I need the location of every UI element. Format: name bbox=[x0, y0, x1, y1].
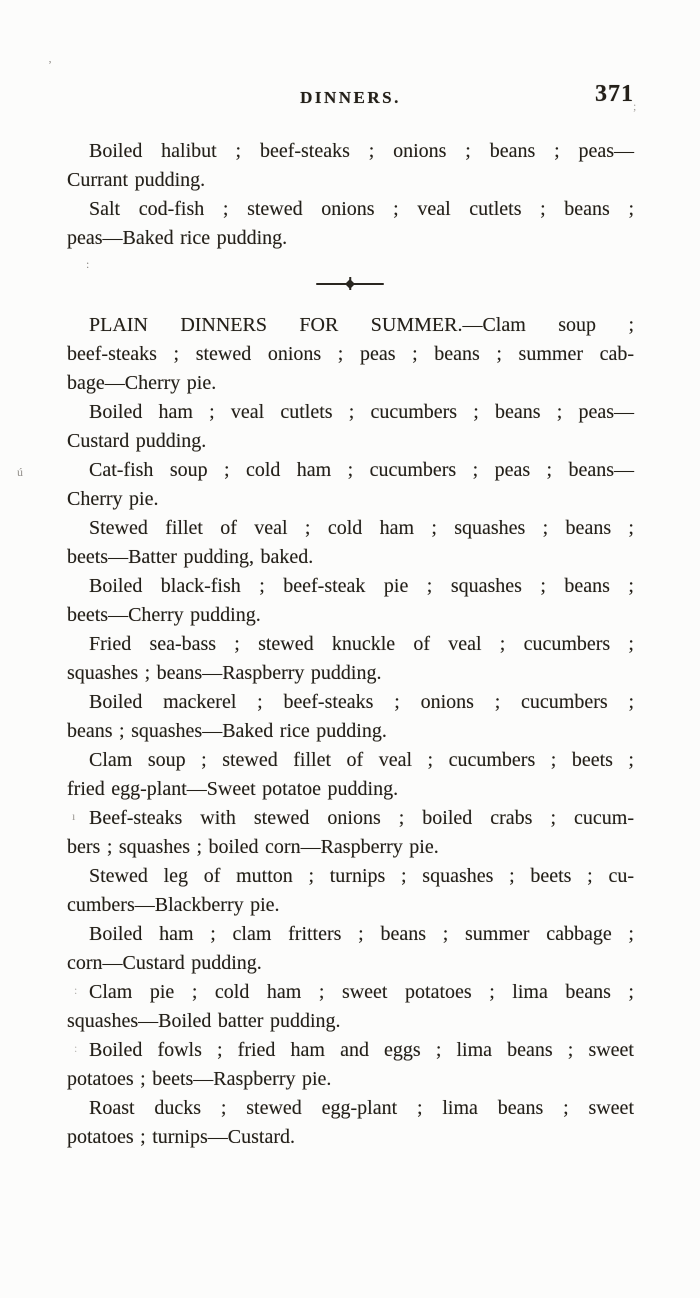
text-line: beets—Cherry pudding. bbox=[67, 604, 261, 626]
paragraph bbox=[67, 630, 634, 688]
paragraph bbox=[67, 195, 634, 253]
scan-artifact: ú bbox=[17, 465, 23, 479]
paragraph bbox=[67, 688, 634, 746]
text-line: Fried sea-bass ; stewed knuckle of veal ; cucumbers ; bbox=[89, 633, 634, 655]
intro-paragraphs bbox=[67, 137, 634, 253]
text-line: fried egg-plant—Sweet potatoe pudding. bbox=[67, 778, 399, 800]
scan-artifact: : bbox=[74, 1041, 78, 1055]
text-line: squashes ; beans—Raspberry pudding. bbox=[67, 662, 382, 684]
text-line: Boiled ham ; clam fritters ; beans ; summer cabbage ; bbox=[89, 923, 634, 945]
paragraph bbox=[67, 137, 634, 195]
text-line: Roast ducks ; stewed egg-plant ; lima beans ; sweet bbox=[89, 1097, 634, 1119]
text-line: beets—Batter pudding, baked. bbox=[67, 546, 314, 568]
section-divider bbox=[0, 277, 700, 290]
paragraph bbox=[67, 514, 634, 572]
text-line: beef-steaks ; stewed onions ; peas ; beans ; summer cab- bbox=[67, 343, 634, 365]
text-line: Stewed leg of mutton ; turnips ; squashes ; beets ; cu- bbox=[89, 865, 634, 887]
paragraph bbox=[67, 572, 634, 630]
scan-artifact: ı bbox=[72, 809, 76, 823]
scan-artifact: : bbox=[74, 983, 78, 997]
text-line: cumbers—Blackberry pie. bbox=[67, 894, 280, 916]
paragraph bbox=[67, 978, 634, 1036]
paragraph bbox=[67, 920, 634, 978]
text-line: Cat-fish soup ; cold ham ; cucumbers ; peas ; beans— bbox=[89, 459, 634, 481]
text-line: Boiled fowls ; fried ham and eggs ; lima beans ; sweet bbox=[89, 1039, 634, 1061]
paragraph bbox=[67, 804, 634, 862]
text-line: PLAIN DINNERS FOR SUMMER.—Clam soup ; bbox=[89, 314, 634, 336]
paragraph bbox=[67, 1036, 634, 1094]
text-line: Boiled mackerel ; beef-steaks ; onions ; cucumbers ; bbox=[89, 691, 634, 713]
text-line: beans ; squashes—Baked rice pudding. bbox=[67, 720, 387, 742]
paragraph bbox=[67, 862, 634, 920]
text-line: Clam pie ; cold ham ; sweet potatoes ; lima beans ; bbox=[89, 981, 634, 1003]
scan-artifact: : bbox=[86, 257, 90, 271]
text-line: bage—Cherry pie. bbox=[67, 372, 217, 394]
text-line: Currant pudding. bbox=[67, 169, 206, 191]
text-line: potatoes ; turnips—Custard. bbox=[67, 1126, 295, 1148]
text-line: peas—Baked rice pudding. bbox=[67, 227, 288, 249]
paragraph bbox=[67, 311, 634, 398]
text-line: Boiled ham ; veal cutlets ; cucumbers ; beans ; peas— bbox=[89, 401, 634, 423]
running-title: DINNERS. bbox=[300, 88, 401, 107]
text-line: Salt cod-fish ; stewed onions ; veal cutlets ; beans ; bbox=[89, 198, 634, 220]
text-line: Boiled halibut ; beef-steaks ; onions ; beans ; peas— bbox=[89, 140, 634, 162]
text-line: Custard pudding. bbox=[67, 430, 207, 452]
text-line: Beef-steaks with stewed onions ; boiled crabs ; cucum- bbox=[89, 807, 634, 829]
paragraph bbox=[67, 1094, 634, 1152]
divider-ornament-icon bbox=[316, 277, 384, 290]
diamond-icon bbox=[345, 279, 355, 289]
text-line: Boiled black-fish ; beef-steak pie ; squashes ; beans ; bbox=[89, 575, 634, 597]
paragraph bbox=[67, 746, 634, 804]
text-line: squashes—Boiled batter pudding. bbox=[67, 1010, 341, 1032]
paragraph bbox=[67, 398, 634, 456]
summer-dinners-paragraphs bbox=[67, 311, 634, 1152]
text-line: Stewed fillet of veal ; cold ham ; squashes ; beans ; bbox=[89, 517, 634, 539]
text-line: bers ; squashes ; boiled corn—Raspberry pie. bbox=[67, 836, 439, 858]
text-line: potatoes ; beets—Raspberry pie. bbox=[67, 1068, 332, 1090]
paragraph bbox=[67, 456, 634, 514]
text-line: Clam soup ; stewed fillet of veal ; cucumbers ; beets ; bbox=[89, 749, 634, 771]
text-line: corn—Custard pudding. bbox=[67, 952, 262, 974]
scan-artifact: ; bbox=[633, 99, 637, 113]
page-header bbox=[67, 81, 637, 118]
page-number: 371 bbox=[595, 81, 634, 107]
text-line: Cherry pie. bbox=[67, 488, 159, 510]
scan-artifact: ‚ bbox=[48, 51, 52, 65]
